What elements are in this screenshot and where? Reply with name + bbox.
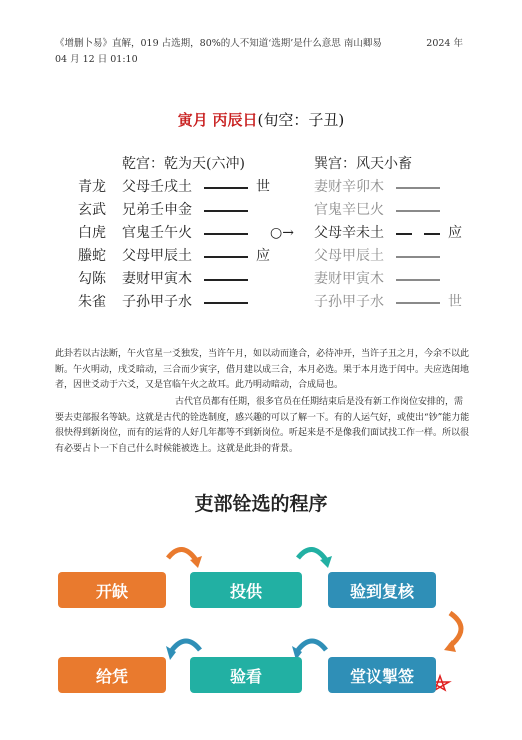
step-yandao-fuhe: 验到复核: [328, 572, 436, 608]
line-text: 子孙甲子水: [314, 294, 384, 310]
arrow-icon: [298, 549, 326, 560]
shi-mark: 世: [256, 179, 270, 195]
header-date: 04 月 12 日 01:10: [55, 54, 138, 65]
shi-mark: 世: [448, 294, 462, 310]
six-god: 螣蛇: [78, 248, 106, 264]
line-text: 父母壬戌土: [122, 179, 192, 195]
arrow-icon: [168, 549, 196, 560]
step-kaique: 开缺: [58, 572, 166, 608]
line-text: 妻财甲寅木: [314, 271, 384, 287]
line-text: 官鬼壬午火: [122, 225, 192, 241]
ying-mark: 应: [448, 225, 462, 241]
arrow-icon: [172, 641, 200, 650]
line-text: 父母甲辰土: [314, 248, 384, 264]
diagram-title: 吏部铨选的程序: [194, 493, 328, 515]
six-god: 朱雀: [78, 294, 106, 310]
line-text: 妻财辛卯木: [314, 179, 384, 195]
line-text: 子孙甲子水: [122, 294, 192, 310]
step-tangyi-cheqian: 堂议掣签: [328, 657, 436, 693]
background-paragraph: 古代官员都有任期，很多官员在任期结束后是没有新工作岗位安排的，需要去吏部报名等缺。这就是古代的铨选制度，感兴趣的可以了解一下。有的人运气好，或使出“钞”能力能很快得到新岗位，而有的运背的人好几年都等不到新岗位。听起来是不是像我们面试找工作一样。所以很有必要占卜一下自己什么时候能被选上。这就是此卦的背景。: [55, 397, 470, 454]
left-hexagram-heading: 乾宫：乾为天(六冲): [122, 156, 245, 172]
six-god: 玄武: [78, 202, 106, 218]
moving-line-mark: ○→: [270, 225, 294, 241]
xunkong-label: (旬空：子丑): [257, 111, 345, 129]
six-god: 青龙: [78, 179, 106, 195]
line-text: 官鬼辛巳火: [314, 202, 384, 218]
step-yankan: 验看: [190, 657, 302, 693]
six-god: 勾陈: [78, 271, 106, 287]
arrow-icon: [298, 641, 326, 650]
line-text: 父母甲辰土: [122, 248, 192, 264]
month-label: 寅月: [177, 111, 208, 129]
day-label: 丙辰日: [212, 111, 258, 129]
header-title: 《增删卜易》直解，019 占选期，80%的人不知道‘选期’是什么意思 南山卿易: [55, 38, 382, 49]
header-year: 2024 年: [426, 38, 463, 49]
line-text: 兄弟壬申金: [122, 202, 192, 218]
line-text: 父母辛未土: [314, 225, 384, 241]
line-text: 妻财甲寅木: [122, 271, 192, 287]
step-tougong: 投供: [190, 572, 302, 608]
step-geiping: 给凭: [58, 657, 166, 693]
six-god: 白虎: [78, 225, 106, 241]
ying-mark: 应: [256, 248, 270, 264]
right-hexagram-heading: 巽宫：风天小畜: [314, 156, 412, 172]
analysis-paragraph: 此卦若以古法断，午火官星一爻独发，当许午月，如以动而逢合，必待冲开，当许子丑之月，今余不以此断。午火明动，戌爻暗动，三合而少寅字，借月建以成三合，本月必选。果于本月选于闰中。夫应选闺地者，因世爻动于六爻，又是官临午火之故耳。此乃明动暗动，合成局也。: [55, 349, 470, 390]
